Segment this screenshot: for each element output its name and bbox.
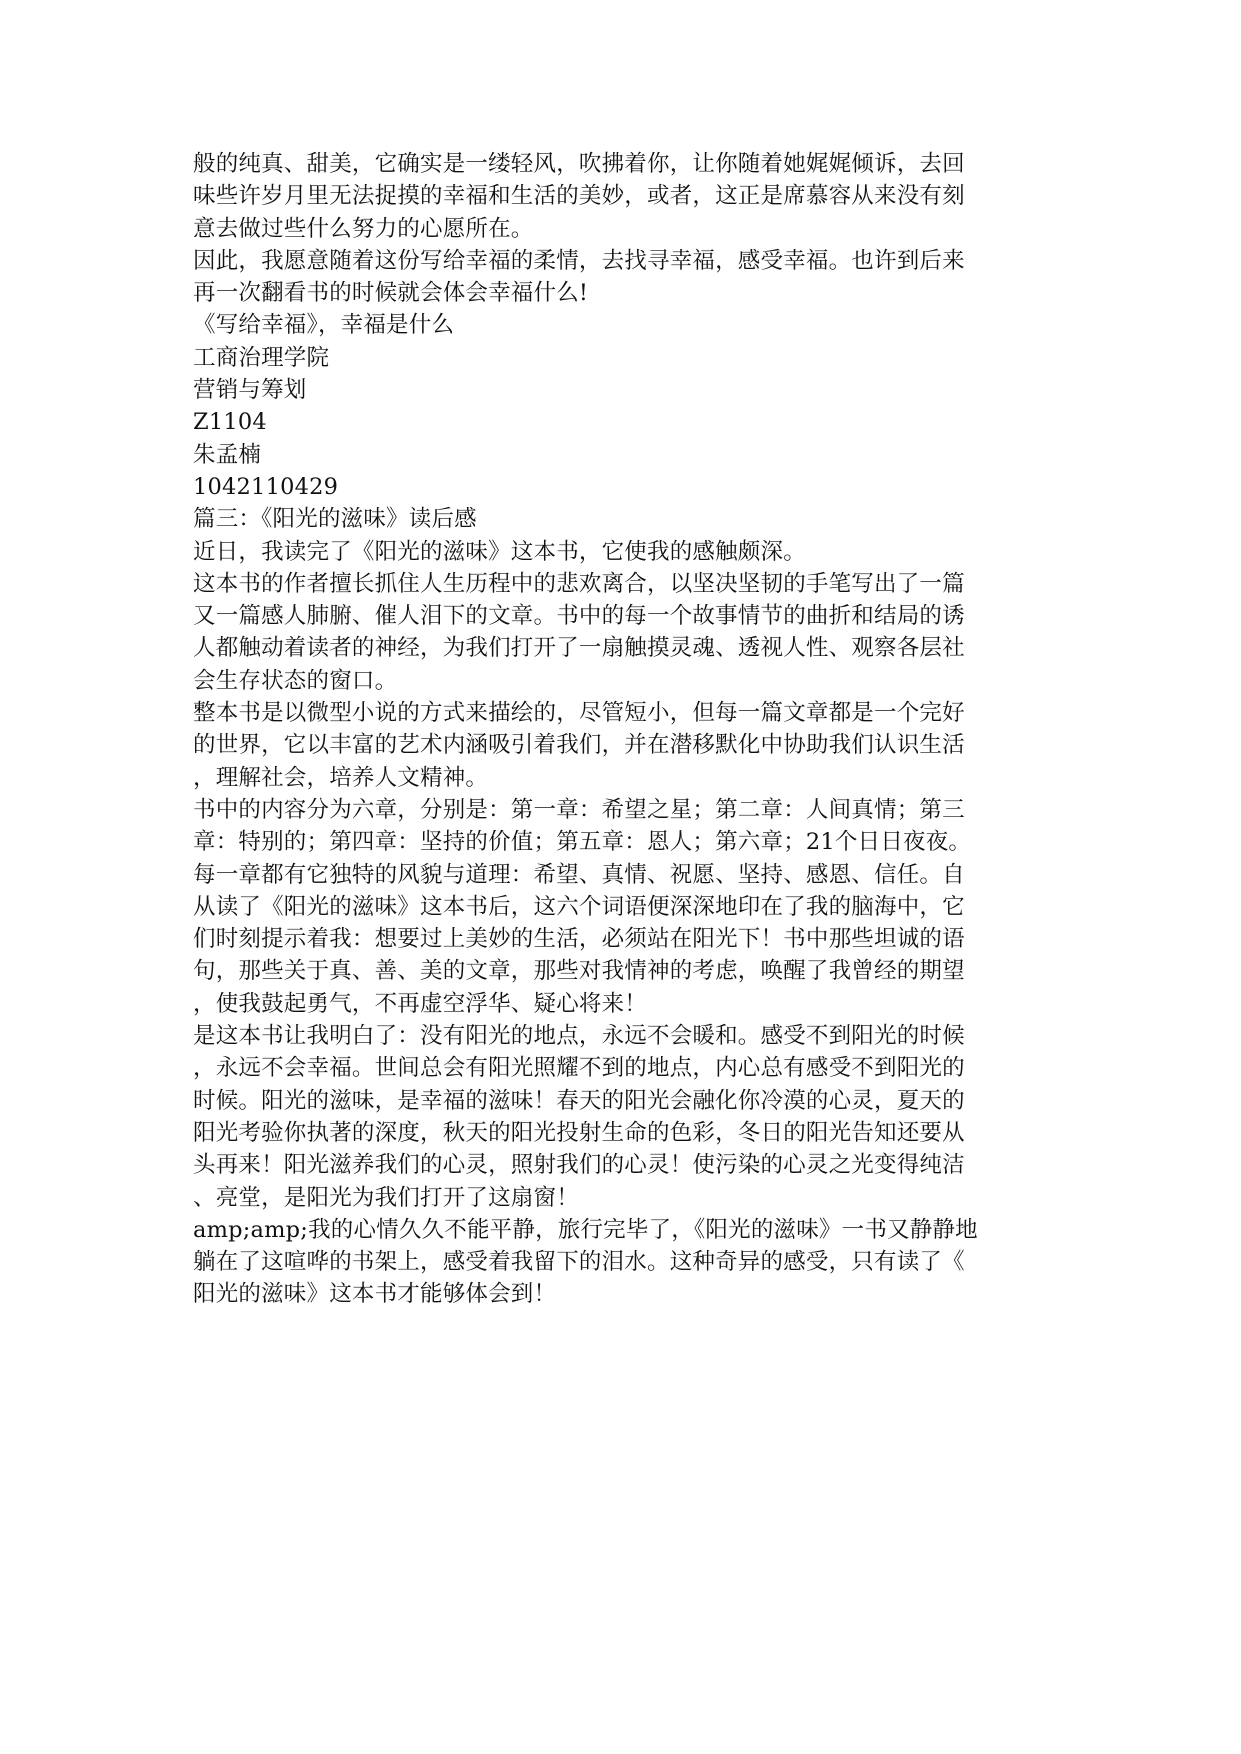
- text-line: 味些许岁月里无法捉摸的幸福和生活的美妙，或者，这正是席慕容从来没有刻: [193, 183, 965, 210]
- text-line: 从读了《阳光的滋味》这本书后，这六个词语便深深地印在了我的脑海中，它: [193, 893, 965, 920]
- text-line: 近日，我读完了《阳光的滋味》这本书，它使我的感触颇深。: [193, 538, 806, 565]
- text-line: 句，那些关于真、善、美的文章，那些对我情神的考虑，唤醒了我曾经的期望: [193, 958, 965, 985]
- text-line: 躺在了这喧哗的书架上，感受着我留下的泪水。这种奇异的感受，只有读了《: [193, 1249, 965, 1276]
- text-line: ，理解社会，培养人文精神。: [193, 764, 489, 791]
- text-line: 阳光的滋味》这本书才能够体会到！: [193, 1281, 557, 1308]
- text-line: 这本书的作者擅长抓住人生历程中的悲欢离合，以坚决坚韧的手笔写出了一篇: [193, 570, 965, 597]
- text-line: 整本书是以微型小说的方式来描绘的，尽管短小，但每一篇文章都是一个完好: [193, 700, 965, 727]
- section-heading: 篇三：《阳光的滋味》读后感: [193, 506, 477, 533]
- text-line: 阳光考验你执著的深度，秋天的阳光投射生命的色彩，冬日的阳光告知还要从: [193, 1119, 965, 1146]
- text-line: 是这本书让我明白了：没有阳光的地点，永远不会暖和。感受不到阳光的时候: [193, 1023, 965, 1050]
- text-line: 又一篇感人肺腑、催人泪下的文章。书中的每一个故事情节的曲折和结局的诱: [193, 603, 965, 630]
- text-line: 会生存状态的窗口。: [193, 667, 398, 694]
- text-line: 章：特别的；第四章：坚持的价值；第五章：恩人；第六章；21个日日夜夜。: [193, 829, 972, 856]
- text-line: 般的纯真、甜美，它确实是一缕轻风，吹拂着你，让你随着她娓娓倾诉，去回: [193, 151, 965, 177]
- text-line: 《写给幸福》，幸福是什么: [193, 312, 455, 339]
- text-line: 人都触动着读者的神经，为我们打开了一扇触摸灵魂、透视人性、观察各层社: [193, 635, 965, 662]
- document-body: [193, 148, 1053, 1311]
- text-line: 们时刻提示着我：想要过上美妙的生活，必须站在阳光下！书中那些坦诚的语: [193, 926, 965, 953]
- text-line: ，使我鼓起勇气，不再虚空浮华、疑心将来！: [193, 990, 648, 1017]
- text-line: 时候。阳光的滋味，是幸福的滋味！春天的阳光会融化你冷漠的心灵，夏天的: [193, 1087, 965, 1114]
- text-line: 头再来！阳光滋养我们的心灵，照射我们的心灵！使污染的心灵之光变得纯洁: [193, 1152, 965, 1179]
- text-line: 书中的内容分为六章，分别是：第一章：希望之星；第二章：人间真情；第三: [193, 796, 965, 823]
- text-line: 意去做过些什么努力的心愿所在。: [193, 215, 534, 242]
- text-line: 、亮堂，是阳光为我们打开了这扇窗！: [193, 1184, 579, 1211]
- text-line: 营销与筹划: [193, 377, 307, 404]
- text-line: Z1104: [193, 409, 267, 436]
- text-line: amp;amp;我的心情久久不能平静，旅行完毕了，《阳光的滋味》一书又静静地: [193, 1216, 978, 1243]
- text-line: ，永远不会幸福。世间总会有阳光照耀不到的地点，内心总有感受不到阳光的: [193, 1055, 965, 1082]
- text-line: 工商治理学院: [193, 344, 330, 371]
- text-line: 1042110429: [193, 473, 339, 500]
- text-line: 因此，我愿意随着这份写给幸福的柔情，去找寻幸福，感受幸福。也许到后来: [193, 247, 965, 274]
- text-line: 每一章都有它独特的风貌与道理：希望、真情、祝愿、坚持、感恩、信任。自: [193, 861, 965, 888]
- text-line: 的世界，它以丰富的艺术内涵吸引着我们，并在潜移默化中协助我们认识生活: [193, 732, 965, 759]
- text-line: 再一次翻看书的时候就会体会幸福什么!: [193, 280, 589, 307]
- text-line: 朱孟楠: [193, 441, 262, 468]
